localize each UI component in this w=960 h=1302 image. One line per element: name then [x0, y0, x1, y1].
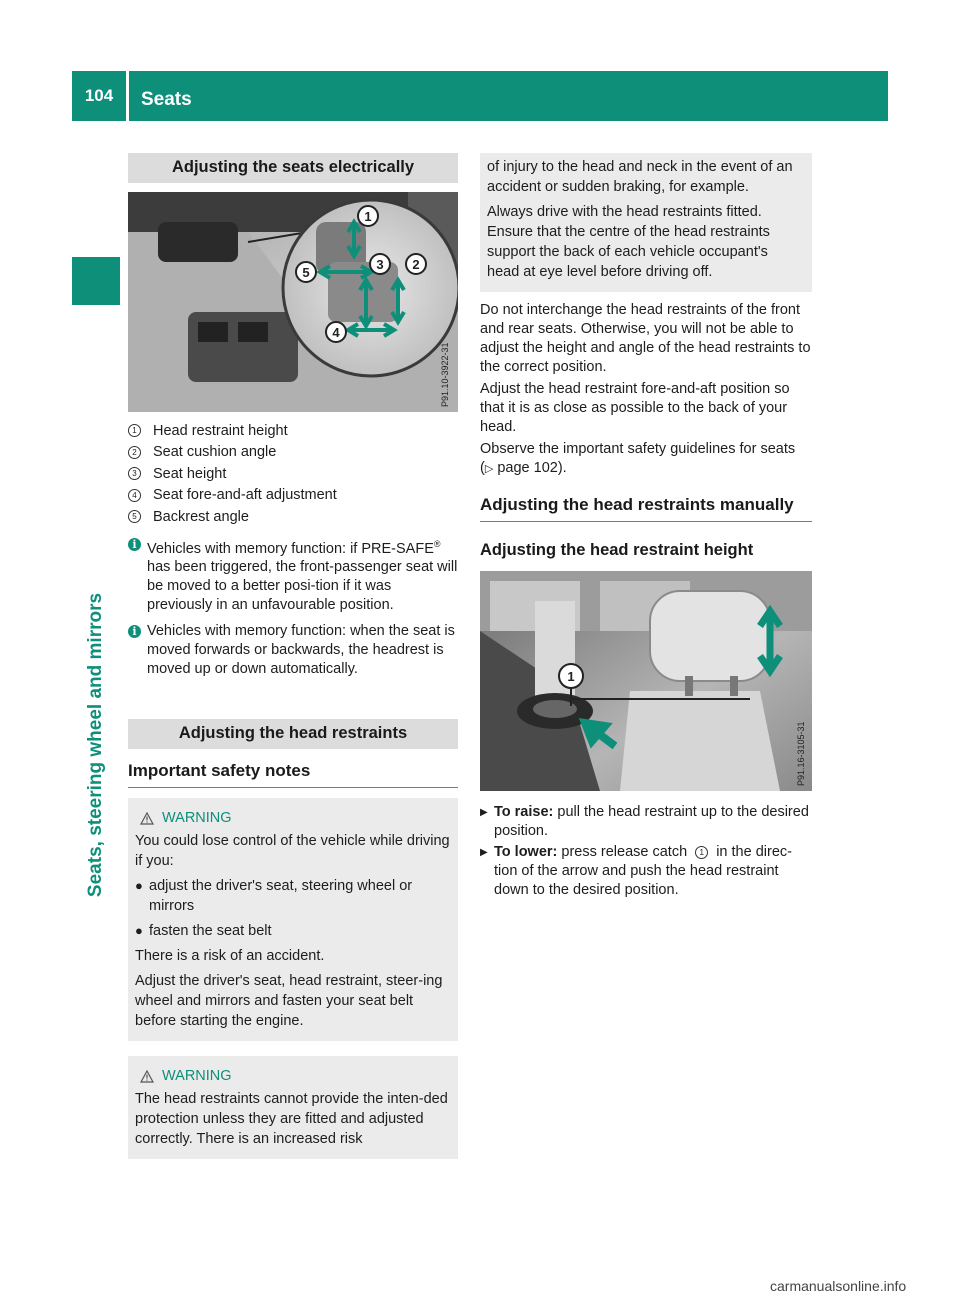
legend-item: 4 Seat fore-and-aft adjustment: [128, 485, 458, 507]
legend-item: 5 Backrest angle: [128, 506, 458, 528]
instruction-step-raise: ▶ To raise: pull the head restraint up to the desired position.: [480, 804, 809, 839]
page-title: Seats: [141, 89, 192, 110]
warning-title: WARNING: [135, 808, 450, 828]
callout-3: 3: [376, 257, 384, 272]
head-restraint-figure: [480, 571, 812, 791]
page-number: 104: [84, 86, 114, 105]
header-divider: [126, 71, 129, 121]
callout-1: 1: [364, 209, 372, 224]
legend-list: [128, 420, 458, 528]
info-note-memory: i Vehicles with memory function: when the seat is moved forwards or backwards, the headrest is moved up or down automatically.: [128, 622, 458, 679]
section-heading-seats: Adjusting the seats electrically: [128, 153, 458, 183]
info-note-presafe: i Vehicles with memory function: if PRE-SAFE® has been triggered, the front-passenger seat will be moved to a better posi-tion if it was previously in an unfavourable position.: [128, 535, 458, 616]
head-restraint-image: [480, 571, 812, 791]
callout-5: 5: [302, 265, 310, 280]
header-bar: [72, 71, 888, 121]
figure-code: P91.16-3105-31: [796, 721, 806, 786]
paragraph: Observe the important safety guidelines for seats (▷ page 102).: [480, 441, 796, 476]
step-arrow-icon: ▶: [480, 847, 488, 858]
page-ref-arrow-icon[interactable]: ▷: [484, 463, 494, 475]
figure-code: P91.10-3922-31: [440, 342, 450, 407]
legend-item: 2 Seat cushion angle: [128, 442, 458, 464]
warning-bullet: ● fasten the seat belt: [135, 923, 272, 940]
warning-triangle-icon: [140, 1070, 154, 1083]
right-column: [480, 153, 812, 900]
seat-controls-image: [128, 192, 458, 412]
paragraph: Do not interchange the head restraints of the front and rear seats. Otherwise, you will not be able to adjust the height and angle of the head restraints to the correct position.: [480, 302, 811, 375]
paragraph: Adjust the head restraint fore-and-aft position so that it is as close as possible to the back of your head.: [480, 381, 790, 435]
warning-box-head-restraints: WARNING The head restraints cannot provide the inten-ded protection unless they are fitted and adjusted correctly. There is an increased risk: [128, 1056, 458, 1159]
left-column: [128, 153, 458, 1159]
warning-box-control: WARNING You could lose control of the vehicle while driving if you: ● adjust the driver's seat, steering wheel or mirrors ● fasten the seat belt There is a risk of an accident. Adjust the driver's seat, head restraint, steer-ing wheel and mirrors and fasten your seat belt before starting the engine.: [128, 798, 458, 1041]
warning-box-continued: of injury to the head and neck in the event of an accident or sudden braking, for example. Always drive with the head restraints fitted. Ensure that the centre of the head restraints support the back of each vehicle occupant's head at eye level before driving off.: [480, 153, 812, 292]
callout-1: 1: [567, 669, 575, 684]
instruction-step-lower: ▶ To lower: press release catch 1 in the direc-tion of the arrow and push the head restraint down to the desired position.: [480, 844, 792, 898]
callout-4: 4: [332, 325, 340, 340]
callout-2: 2: [412, 257, 420, 272]
subheading-safety-notes: Important safety notes: [128, 761, 458, 788]
subheading-height: Adjusting the head restraint height: [480, 541, 754, 559]
warning-title: WARNING: [135, 1066, 450, 1086]
info-icon: i: [128, 538, 141, 551]
section-heading-head-restraints: Adjusting the head restraints: [128, 719, 458, 749]
side-tab-title[interactable]: Seats, steering wheel and mirrors: [85, 592, 106, 898]
warning-triangle-icon: [140, 812, 154, 825]
seat-controls-figure: [128, 192, 458, 412]
warning-bullet: ● adjust the driver's seat, steering wheel or mirrors: [135, 878, 413, 915]
footer-watermark[interactable]: carmanualsonline.info: [770, 1278, 907, 1294]
info-icon: i: [128, 625, 141, 638]
subheading-manual-adjust: Adjusting the head restraints manually: [480, 495, 812, 522]
legend-item: 3 Seat height: [128, 463, 458, 485]
legend-item: 1 Head restraint height: [128, 420, 458, 442]
side-tab-marker: [72, 257, 120, 305]
step-arrow-icon: ▶: [480, 807, 488, 818]
